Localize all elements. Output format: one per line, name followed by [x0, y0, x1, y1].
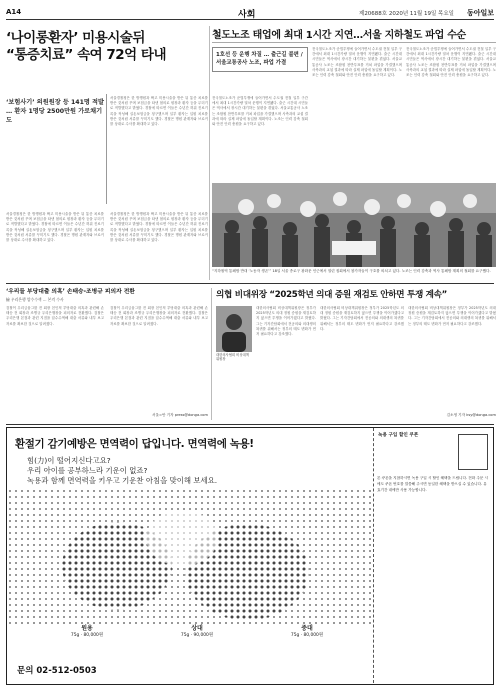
- ad-question-2: 우리 아이를 공부하느라 기운이 없죠?: [27, 466, 148, 475]
- section-divider: [6, 283, 494, 284]
- mid-right-body-col2: 대한의사협회 비상대책위원장은 정부가 2025학년도 의대 정원 증원을 재검토하지 않으면 투쟁을 이어가겠다고 밝혔다. 그는 기자간담회에서 전공의와 의대생의 복귀를 위해서는 정부의 태도 변화가 먼저 필요하다고 강조했다.: [320, 306, 404, 331]
- protest-photo: [212, 183, 496, 267]
- left-story-body-col2: 서울경찰청은 한 방병원과 짜고 미용시술을 받은 뒤 통증 치료를 받은 것처럼 꾸며 보험금을 타낸 혐의로 원장과 환자 등을 무더기로 적발했다고 밝혔다. 경찰에 따르면 이들은 수년간 허위 진료기록을 작성해 실손보험금을 청구했으며 일부 환자는 입원 치료를 받은 것처럼 서류를 꾸미기도 했다. 경찰은 병원 관계자와 브로커를 상대로 수사를 확대하고 있다.: [6, 212, 104, 243]
- right-story-body-col2: 전국철도노조가 준법투쟁에 들어가면서 수도권 전철 일부 구간에서 최대 1시간가량 열차 운행이 지연됐다. 출근 시간대 시민들은 역사에서 장시간 대기하는 불편을 겪었다. 서울교통공사 노조는 조합원 찬반투표를 거쳐 파업을 가결했으며 사측과의 교섭 결과에 따라 실제 파업에 돌입할 계획이다. 노조는 인력 감축 철회와 안전 인력 충원을 요구하고 있다.: [312, 47, 402, 78]
- mid-right-byline: 김소영 기자 ksy@donga.com: [446, 413, 496, 417]
- product-item: 원용 75g · 80,000원: [70, 625, 104, 638]
- antler-advertisement: [6, 427, 494, 685]
- person-photo-caption: 대한의사협회 비상대책위원장: [216, 353, 249, 362]
- headline-line-1: ‘나이롱환자’ 미용시술뒤: [6, 30, 145, 46]
- mid-left-body-col1: 검찰이 우리금융그룹 전 회장 친인척 부당대출 의혹과 관련해 손태승 전 회장과 조병규 우리은행장을 피의자로 전환했다. 검찰은 우리은행 본점과 관련 지점을 압수수색해 대출 서류와 내부 보고 자료를 확보한 것으로 알려졌다.: [6, 306, 104, 326]
- coupon-text: 본 쿠폰을 지참하시면 녹용 구입 시 할인 혜택을 드립니다. 전화 주문 시에도 쿠폰 번호를 말씀해 주시면 동일한 혜택을 받으실 수 있습니다. 유효기간 내에만 사용 가능합니다.: [377, 476, 488, 492]
- person-photo: [216, 306, 252, 352]
- column-divider: [209, 26, 210, 280]
- ad-divider: [6, 424, 494, 425]
- mid-left-headline: ‘우리들 부당대출 의혹’ 손태승-조병규 피의자 전환: [6, 289, 135, 295]
- mid-left-byline: 서울=안 기자 press@donga.com: [152, 413, 208, 417]
- left-story-headline: [6, 30, 206, 64]
- right-story-body-col3: 전국철도노조가 준법투쟁에 들어가면서 수도권 전철 일부 구간에서 최대 1시간가량 열차 운행이 지연됐다. 출근 시간대 시민들은 역사에서 장시간 대기하는 불편을 겪었다. 서울교통공사 노조는 조합원 찬반투표를 거쳐 파업을 가결했으며 사측과의 교섭 결과에 따라 실제 파업에 돌입할 계획이다. 노조는 인력 감축 철회와 안전 인력 충원을 요구하고 있다.: [406, 47, 496, 78]
- column-divider: [211, 288, 212, 420]
- section-name: 사회: [238, 10, 256, 20]
- masthead: 동아일보: [466, 9, 494, 17]
- mid-right-headline: 의협 비대위장 “2025학년 의대 증원 재검토 안하면 투쟁 계속”: [216, 290, 447, 300]
- page-header: [6, 6, 494, 20]
- left-story-body-col3: 서울경찰청은 한 방병원과 짜고 미용시술을 받은 뒤 통증 치료를 받은 것처럼 꾸며 보험금을 타낸 혐의로 원장과 환자 등을 무더기로 적발했다고 밝혔다. 경찰에 따르면 이들은 수년간 허위 진료기록을 작성해 실손보험금을 청구했으며 일부 환자는 입원 치료를 받은 것처럼 서류를 꾸미기도 했다. 경찰은 병원 관계자와 브로커를 상대로 수사를 확대하고 있다.: [110, 212, 208, 243]
- right-story-headline: 철도노조 태업에 최대 1시간 지연…서울 지하철도 파업 수순: [212, 26, 496, 43]
- ad-question-1: 힘(力)이 떨어지신다고요?: [27, 456, 111, 465]
- ad-logo: [458, 434, 488, 470]
- product-item: 상대 75g · 90,000원: [180, 625, 214, 638]
- left-story-body-col1: 서울경찰청은 한 방병원과 짜고 미용시술을 받은 뒤 통증 치료를 받은 것처럼 꾸며 보험금을 타낸 혐의로 원장과 환자 등을 무더기로 적발했다고 밝혔다. 경찰에 따르면 이들은 수년간 허위 진료기록을 작성해 실손보험금을 청구했으며 일부 환자는 입원 치료를 받은 것처럼 서류를 꾸미기도 했다. 경찰은 병원 관계자와 브로커를 상대로 수사를 확대하고 있다.: [110, 96, 208, 127]
- right-story-subhead: 1호선 등 운행 차질 … 출근길 불편 / 서울교통공사 노조, 파업 가결: [212, 47, 308, 72]
- coupon-title: 녹용 구입 할인 쿠폰: [378, 433, 419, 438]
- ad-phone: 문의 02-512-0503: [17, 666, 97, 676]
- ad-title: 환절기 감기예방은 면역력이 답입니다. 면역력에 녹용!: [15, 438, 254, 450]
- mid-right-body-col1: 대한의사협회 비상대책위원장은 정부가 2025학년도 의대 정원 증원을 재검토하지 않으면 투쟁을 이어가겠다고 밝혔다. 그는 기자간담회에서 전공의와 의대생의 복귀를 위해서는 정부의 태도 변화가 먼저 필요하다고 강조했다.: [256, 306, 316, 337]
- left-story-lead: ‘보험사기’ 의원원장 등 141명 적발 … 환자 1명당 2500만원 가로채기도: [6, 99, 104, 125]
- ad-main: [7, 428, 372, 683]
- product-item: 중대 75g · 80,000원: [290, 625, 324, 638]
- page-number: A14: [6, 8, 22, 16]
- mid-left-body-col2: 검찰이 우리금융그룹 전 회장 친인척 부당대출 의혹과 관련해 손태승 전 회장과 조병규 우리은행장을 피의자로 전환했다. 검찰은 우리은행 본점과 관련 지점을 압수수색해 대출 서류와 내부 보고 자료를 확보한 것으로 알려졌다.: [110, 306, 208, 326]
- headline-line-2: “통증치료” 속여 72억 타내: [6, 47, 167, 63]
- ad-question-3: 녹용과 함께 면역력을 키우고 기운찬 아침을 맞이해 보세요.: [27, 476, 218, 485]
- mid-right-body-col3: 대한의사협회 비상대책위원장은 정부가 2025학년도 의대 정원 증원을 재검토하지 않으면 투쟁을 이어가겠다고 밝혔다. 그는 기자간담회에서 전공의와 의대생의 복귀를 위해서는 정부의 태도 변화가 먼저 필요하다고 강조했다.: [408, 306, 496, 326]
- mid-left-subhead: 檢 우리은행 압수수색 … 본격 수사: [6, 297, 64, 302]
- ad-halftone-pattern: [7, 488, 372, 628]
- photo-caption: “지하철역 통폐합 반대 ‘노동자 생존’” 18일 서울 종로구 광화문 인근에서 열린 집회에서 참가자들이 구호를 외치고 있다. 노조는 인력 감축과 역사 통폐합 계획의 철회를 요구했다.: [212, 269, 491, 273]
- column-divider: [106, 94, 107, 204]
- issue-date: 제20688호 2020년 11월 19일 목요일: [359, 11, 454, 17]
- ad-coupon: [373, 428, 492, 683]
- ad-copy: [27, 456, 217, 486]
- right-story-body-col1: 전국철도노조가 준법투쟁에 들어가면서 수도권 전철 일부 구간에서 최대 1시간가량 열차 운행이 지연됐다. 출근 시간대 시민들은 역사에서 장시간 대기하는 불편을 겪었다. 서울교통공사 노조는 조합원 찬반투표를 거쳐 파업을 가결했으며 사측과의 교섭 결과에 따라 실제 파업에 돌입할 계획이다. 노조는 인력 감축 철회와 안전 인력 충원을 요구하고 있다.: [212, 96, 308, 127]
